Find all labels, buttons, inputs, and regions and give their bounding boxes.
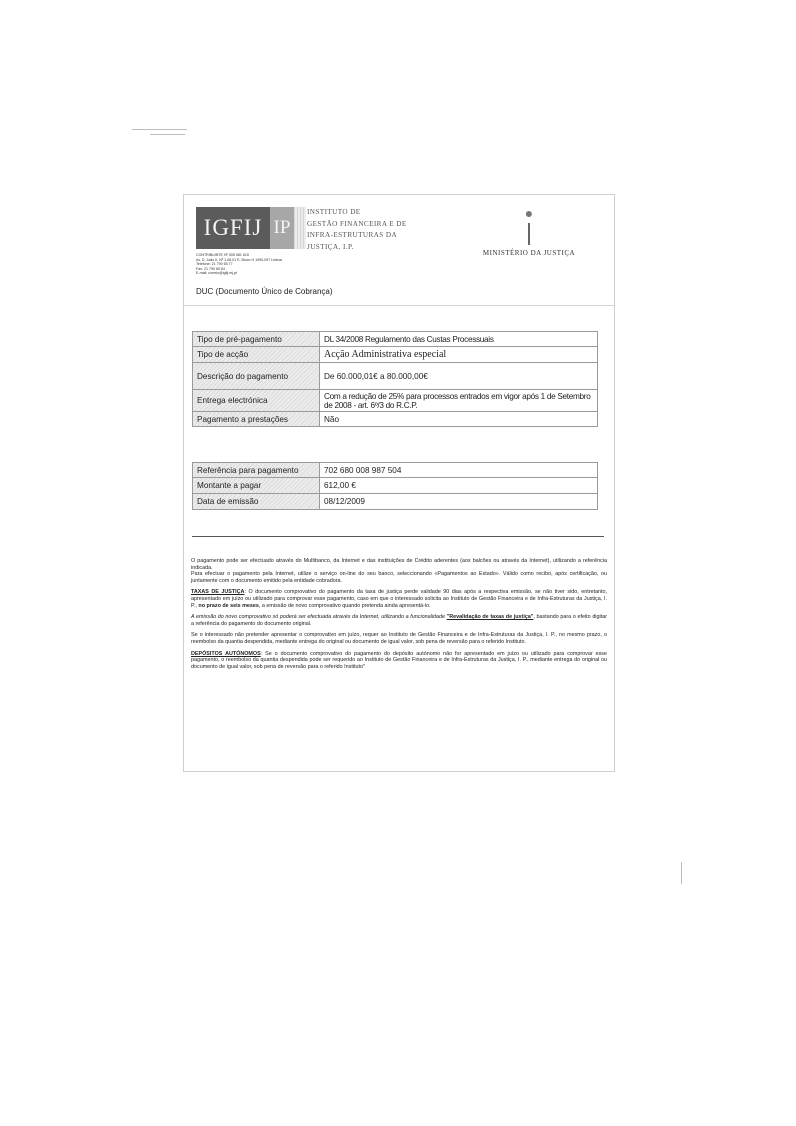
row-value: Não — [320, 412, 598, 427]
table-row — [193, 494, 598, 510]
row-label: Tipo de pré-pagamento — [193, 332, 320, 347]
row-label: Tipo de acção — [193, 347, 320, 363]
scan-mark — [132, 129, 187, 130]
igfij-logo — [196, 207, 306, 249]
institute-line: INSTITUTO DE — [307, 208, 361, 216]
logo-text: IGFIJ — [196, 207, 270, 249]
document-title: DUC (Documento Único de Cobrança) — [196, 287, 333, 296]
note-text: : O documento comprovativo do pagamento da taxa de justiça perde validade 90 dias após a respectiva emissão, se não tiver sido, entretanto, apresentado em juízo ou utilizado para comprovar esse pagamento, caso em que o interessado solicita ao Instituto de Gestão Financeira e de Infra-Estruturas da Justiça, I. P., — [191, 589, 607, 609]
contact-line: Telefone: 21 790 65 77 — [196, 262, 233, 267]
table-row — [193, 390, 598, 412]
logo-texture — [294, 207, 306, 249]
row-label: Entrega electrónica — [193, 390, 320, 412]
table-row — [193, 412, 598, 427]
row-label: Montante a pagar — [193, 478, 320, 494]
table-row — [193, 332, 598, 347]
row-value: 612,00 € — [320, 478, 598, 494]
contact-line: CONTRIBUINTE Nº 505 581 615 — [196, 253, 249, 257]
institute-name — [307, 207, 407, 253]
note-text: , bastando para o efeito digitar a referência do pagamento do documento original. — [191, 614, 607, 627]
table-row — [193, 478, 598, 494]
row-value: De 60.000,01€ a 80.000,00€ — [320, 363, 598, 390]
note-paragraph — [191, 651, 607, 671]
table-row — [193, 363, 598, 390]
ministry-label: MINISTÉRIO DA JUSTIÇA — [482, 249, 576, 257]
row-value: DL 34/2008 Regulamento das Custas Processuais — [320, 332, 598, 347]
document-header — [184, 195, 614, 306]
row-label: Pagamento a prestações — [193, 412, 320, 427]
payment-document — [183, 194, 615, 772]
scan-mark — [681, 862, 682, 884]
row-label: Referência para pagamento — [193, 463, 320, 478]
institute-line: JUSTIÇA, I.P. — [307, 242, 354, 251]
note-emphasis: no prazo de seis meses — [198, 602, 259, 609]
ministry-logo — [474, 203, 584, 257]
logo-ip: IP — [270, 207, 294, 249]
contact-line: E-mail: correio@igfij.mj.pt — [196, 271, 237, 276]
row-value: 702 680 008 987 504 — [320, 463, 598, 478]
note-text: , a emissão de novo comprovativo quando pretenda ainda apresentá-lo. — [258, 602, 431, 609]
note-heading: TAXAS DE JUSTIÇA — [191, 589, 245, 596]
table-row — [193, 463, 598, 478]
contact-line: Av. D. João II, Nº 1.08.01 E, Bloco H 1990-097 Lisboa — [196, 257, 282, 262]
note-paragraph — [191, 589, 607, 609]
payment-notes — [191, 558, 607, 675]
row-value: Com a redução de 25% para processos entrados em vigor após 1 de Setembro de 2008 - art. 6º/3 do R.C.P. — [320, 390, 598, 412]
note-paragraph — [191, 614, 607, 627]
row-value: 08/12/2009 — [320, 494, 598, 510]
crest-stem — [528, 223, 530, 245]
institute-line: INFRA-ESTRUTURAS DA — [307, 231, 398, 239]
row-label: Descrição do pagamento — [193, 363, 320, 390]
institute-line: GESTÃO FINANCEIRA E DE — [307, 219, 407, 228]
scan-mark — [150, 134, 185, 135]
payment-reference-table — [192, 462, 598, 510]
note-text: Para efectuar o pagamento pela Internet, utilize o serviço on-line do seu banco, seleccionando «Pagamentos ao Estado». Válido como recibo, após certificação, ou juntamente com o documento emitido pela entidade cobradora. — [191, 571, 607, 584]
note-emphasis: "Revalidação de taxas de justiça" — [446, 614, 534, 621]
crest-icon: ● — [524, 205, 534, 221]
note-text: O pagamento pode ser efectuado através do Multibanco, da Internet e das instituições de Crédito aderentes (aos balcões ou através da Internet), utilizando a referência indicada. — [191, 558, 607, 571]
note-text: A emissão do novo comprovativo só poderá ser efectuada através da Internet, utilizando a funcionalidade — [191, 614, 447, 621]
note-paragraph — [191, 558, 607, 584]
note-heading: DEPÓSITOS AUTÓNOMOS — [191, 650, 261, 657]
note-text: Se o interessado não pretender apresentar o comprovativo em juízo, requer ao Instituto de Gestão Financeira e de Infra-Estruturas da Justiça, I. P., no mesmo prazo, o reembolso da quantia despendida, mediante entrega do original ou documento de igual valor, sob pena de reversão para o referido Instituto. — [191, 632, 607, 645]
payment-details-table — [192, 331, 598, 427]
row-value: Acção Administrativa especial — [320, 347, 598, 363]
divider — [192, 536, 604, 537]
note-paragraph — [191, 632, 607, 645]
row-label: Data de emissão — [193, 494, 320, 510]
institute-contacts — [196, 253, 356, 276]
contact-line: Fax: 21 790 65 64 — [196, 266, 225, 271]
note-text: : Se o documento comprovativo do pagamento do depósito autónomo não for apresentado em juízo ou utilizado para comprovar esse pagamento, o reembolso da quantia despendida pode ser requerido ao Instituto de Gestão Financeira e de Infra-Estruturas da Justiça, I. P., mediante entrega do original ou documento de igual valor, sob pena de reversão para o referido Instituto" — [191, 650, 607, 670]
table-row — [193, 347, 598, 363]
